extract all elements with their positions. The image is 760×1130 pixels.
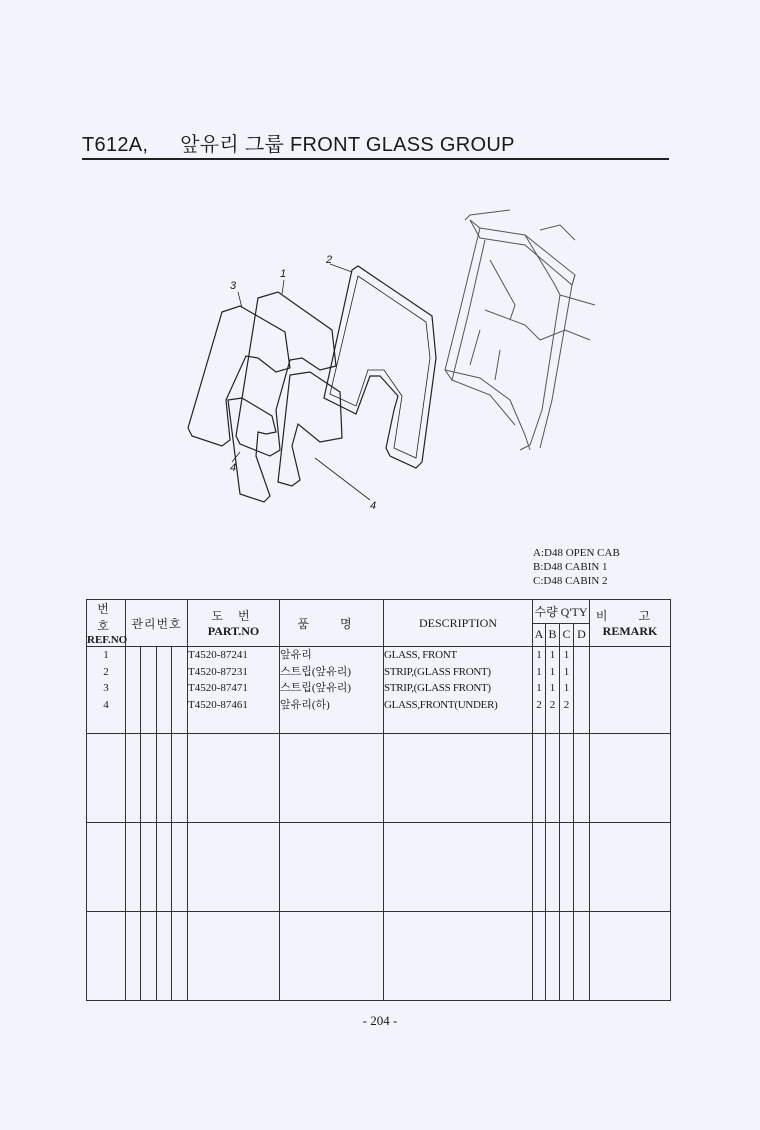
qty-col-d: D [574, 623, 590, 647]
name-ko-column: 앞유리 스트립(앞유리) 스트립(앞유리) 앞유리(하) [280, 647, 384, 734]
page-number: - 204 - [362, 1013, 398, 1028]
table-row-empty [87, 734, 671, 823]
parts-table [86, 599, 671, 1001]
name-ko-header: 품 명 [280, 600, 384, 647]
variant-b: B:D48 CABIN 1 [533, 561, 608, 573]
cab-frame [445, 210, 595, 450]
ref-no-header: 번 호 REF.NO [87, 600, 126, 647]
callout-4-left: 4 [230, 462, 237, 474]
remark-header: 비 고 REMARK [590, 600, 671, 647]
qty-b-column: 1 1 1 2 [546, 647, 560, 734]
table-row-empty [87, 912, 671, 1001]
table-row-empty [87, 823, 671, 912]
qty-col-a: A [533, 623, 546, 647]
callout-4-right: 4 [370, 500, 377, 512]
exploded-diagram [180, 200, 620, 520]
management-no-header: 관리번호 [126, 600, 188, 647]
callout-1: 1 [280, 268, 287, 280]
part-no-3: T4520-87471 [188, 682, 248, 694]
part-no-4: T4520-87461 [188, 698, 248, 711]
part-1-glass [236, 292, 336, 456]
ref-column: 1 2 3 4 [87, 647, 126, 734]
qty-col-b: B [546, 623, 560, 647]
qty-col-c: C [560, 623, 574, 647]
group-title-ko: 앞유리 그룹 [180, 134, 285, 156]
model-variant-legend [533, 546, 620, 588]
group-title-en: FRONT GLASS GROUP [289, 134, 515, 156]
qty-d-column [574, 647, 590, 734]
variant-c: C:D48 CABIN 2 [533, 575, 608, 587]
qty-a-column: 1 1 1 2 [533, 647, 546, 734]
page-title [82, 128, 515, 157]
part-no-header: 도 번 PART.NO [188, 600, 280, 647]
part-4-right [278, 372, 342, 486]
front-glass-diagram-svg [180, 200, 620, 520]
variant-a: A:D48 OPEN CAB [533, 547, 620, 559]
table-row-group-1 [87, 647, 671, 734]
remark-column [590, 647, 671, 734]
model-code: T612A, [82, 134, 149, 156]
description-column: GLASS, FRONT STRIP,(GLASS FRONT) STRIP,(GLASS FRONT) GLASS,FRONT(UNDER) [384, 647, 533, 734]
qty-c-column: 1 1 1 2 [560, 647, 574, 734]
part-4-left [228, 398, 276, 502]
title-divider [82, 158, 669, 160]
callout-2: 2 [326, 254, 333, 266]
part-no-1: T4520-87241 [188, 649, 248, 661]
description-header: DESCRIPTION [384, 600, 533, 647]
part-no-2: T4520-87231 [188, 665, 248, 678]
part-no-column [188, 647, 280, 734]
callout-3: 3 [230, 280, 237, 292]
qty-header: 수량 Q'TY [533, 600, 590, 624]
